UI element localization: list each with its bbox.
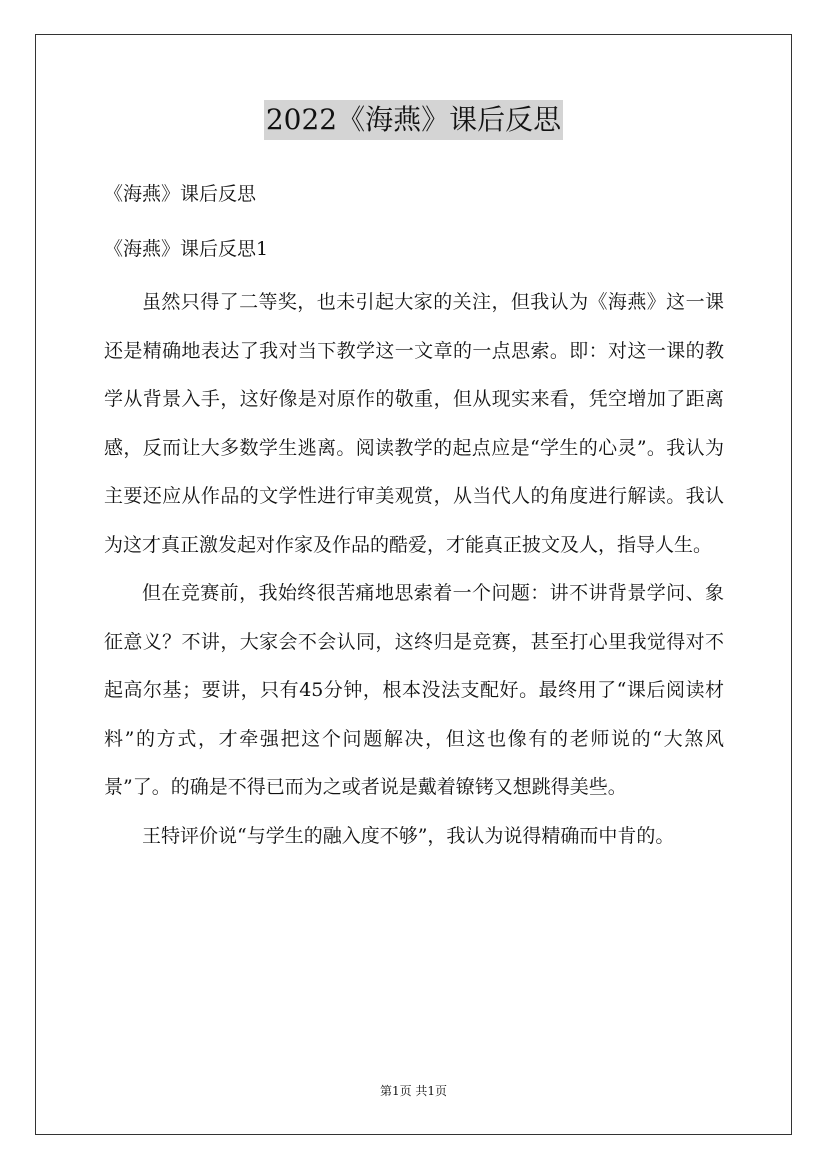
document-title: 2022《海燕》课后反思: [264, 100, 563, 140]
title-container: [0, 100, 827, 140]
paragraph-3: 王特评价说“与学生的融入度不够”，我认为说得精确而中肯的。: [142, 824, 675, 847]
paragraph-2: 但在竞赛前，我始终很苦痛地思索着一个问题：讲不讲背景学问、象征意义？不讲，大家会不会认同，这终归是竞赛，甚至打心里我觉得对不起高尔基；要讲，只有45分钟，根本没法支配好。最终用了“课后阅读材料”的方式，才牵强把这个问题解决，但这也像有的老师说的“大煞风景”了。的确是不得已而为之或者说是戴着镣铐又想跳得美些。: [104, 582, 724, 798]
page-footer: 第1页 共1页: [379, 1084, 448, 1098]
section-heading: 《海燕》课后反思1: [104, 238, 269, 260]
document-subtitle: 《海燕》课后反思: [104, 183, 257, 205]
paragraph-1: 虽然只得了二等奖，也未引起大家的关注，但我认为《海燕》这一课还是精确地表达了我对当下教学这一文章的一点思索。即：对这一课的教学从背景入手，这好像是对原作的敬重，但从现实来看，凭空增加了距离感，反而让大多数学生逃离。阅读教学的起点应是“学生的心灵”。我认为主要还应从作品的文学性进行审美观赏，从当代人的角度进行解读。我认为这才真正激发起对作家及作品的酷爱，才能真正披文及人，指导人生。: [104, 291, 724, 556]
body-text: [104, 278, 724, 860]
